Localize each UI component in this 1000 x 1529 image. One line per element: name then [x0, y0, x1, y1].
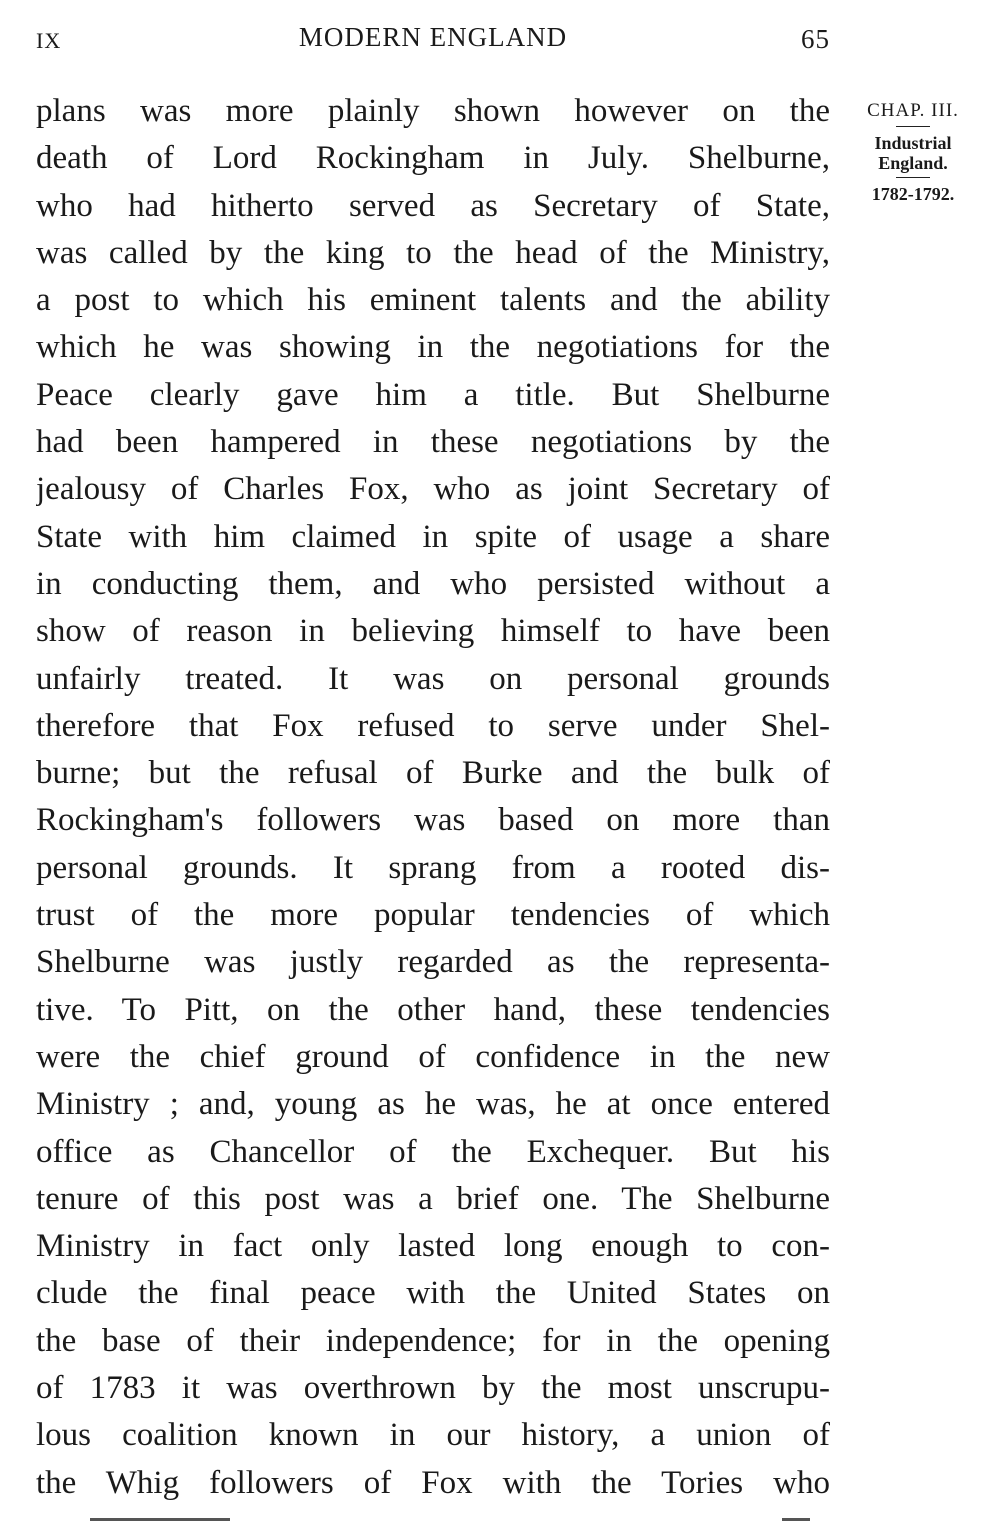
- text-line: the base of their independence; for in the opening: [36, 1322, 830, 1359]
- margin-section-title: [848, 133, 978, 173]
- text-line: jealousy of Charles Fox, who as joint Secretary of: [36, 471, 830, 508]
- text-line: therefore that Fox refused to serve under Shel-: [36, 707, 830, 744]
- margin-section-line: England.: [878, 153, 948, 173]
- text-line: was called by the king to the head of the Ministry,: [36, 234, 830, 271]
- running-header: [36, 22, 830, 58]
- text-line: plans was more plainly shown however on the: [36, 93, 830, 129]
- text-line: unfairly treated. It was on personal grounds: [36, 660, 830, 697]
- text-line: personal grounds. It sprang from a rooted dis-: [36, 849, 830, 886]
- text-line: had been hampered in these negotiations by the: [36, 424, 830, 461]
- text-line: the Whig followers of Fox with the Tories who: [36, 1464, 830, 1501]
- catchword-mark: [782, 1518, 810, 1521]
- text-line: tenure of this post was a brief one. The Shelburne: [36, 1180, 830, 1217]
- chapter-number: IX: [36, 28, 62, 53]
- text-line: were the chief ground of confidence in the new: [36, 1038, 830, 1075]
- signature-mark: [90, 1518, 230, 1521]
- text-line: tive. To Pitt, on the other hand, these tendencies: [36, 991, 830, 1028]
- text-line: who had hitherto served as Secretary of State,: [36, 187, 830, 224]
- text-line: Shelburne was justly regarded as the representa-: [36, 944, 830, 981]
- margin-divider: [896, 126, 930, 127]
- text-line: Rockingham's followers was based on more than: [36, 802, 830, 839]
- margin-notes: [848, 100, 978, 204]
- body-text: [36, 88, 830, 1507]
- text-line: Ministry in fact only lasted long enough to con-: [36, 1228, 830, 1265]
- page-number: 65: [801, 24, 830, 54]
- margin-section-line: Industrial: [874, 133, 952, 153]
- text-line: burne; but the refusal of Burke and the bulk of: [36, 755, 830, 792]
- text-line: State with him claimed in spite of usage a share: [36, 518, 830, 555]
- text-line: office as Chancellor of the Exchequer. But his: [36, 1133, 830, 1170]
- margin-divider: [896, 177, 930, 178]
- text-line: of 1783 it was overthrown by the most unscrupu-: [36, 1370, 830, 1407]
- text-line: death of Lord Rockingham in July. Shelburne,: [36, 140, 830, 177]
- signature-marks: [90, 1518, 830, 1526]
- text-line: lous coalition known in our history, a union of: [36, 1417, 830, 1454]
- running-title: MODERN ENGLAND: [298, 22, 568, 52]
- text-line: show of reason in believing himself to have been: [36, 613, 830, 650]
- text-line: a post to which his eminent talents and the ability: [36, 282, 830, 319]
- text-line: Peace clearly gave him a title. But Shelburne: [36, 376, 830, 413]
- text-line: which he was showing in the negotiations for the: [36, 329, 830, 366]
- text-line: trust of the more popular tendencies of which: [36, 897, 830, 934]
- text-line: in conducting them, and who persisted without a: [36, 565, 830, 602]
- text-line: clude the final peace with the United States on: [36, 1275, 830, 1312]
- margin-dates: 1782-1792.: [871, 184, 955, 204]
- margin-chapter-label: CHAP. III.: [867, 100, 959, 121]
- text-line: Ministry ; and, young as he was, he at once entered: [36, 1086, 830, 1123]
